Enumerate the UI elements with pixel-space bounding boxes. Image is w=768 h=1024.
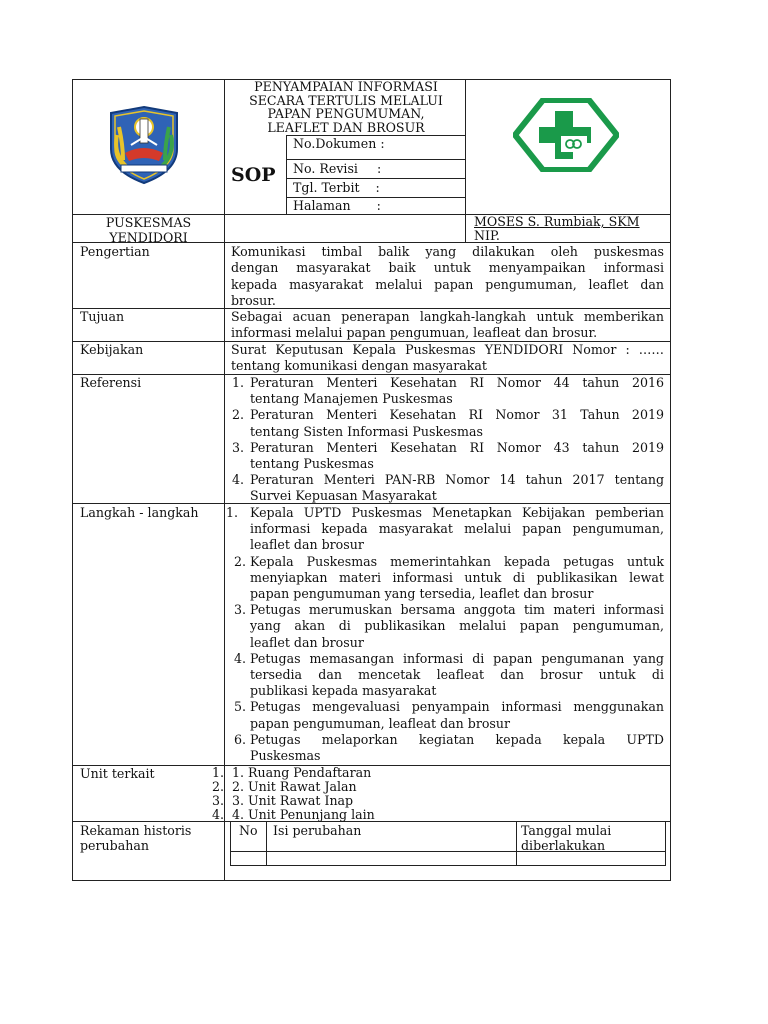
field-label-halaman: Halaman : — [293, 198, 381, 213]
unit-item: 1. Ruang Pendaftaran — [232, 765, 372, 780]
unit-terkait-left-numbers: 1. 2. 3. 4. — [211, 765, 224, 822]
tujuan-text: Sebagai acuan penerapan langkah-langkah untuk memberikan informasi melalui papan pengumuan, leafleat dan brosur. — [231, 309, 664, 341]
document-title: PENYAMPAIAN INFORMASI SECARA TERTULIS MELALUI PAPAN PENGUMUMAN, LEAFLET DAN BROSUR — [249, 79, 443, 135]
sop-label: SOP — [231, 164, 276, 186]
langkah-item: 4. Petugas memasangan informasi di papan pengumanan yang tersedia dan mencetak leafleat dan brosur untuk di publikasi kepada masyarakat — [234, 650, 664, 699]
langkah-item: 6. Petugas melaporkan kegiatan kepada kepala UPTD Puskesmas — [234, 731, 664, 764]
rekaman-header-isi: Isi perubahan — [273, 823, 362, 838]
puskesmas-logo — [513, 98, 619, 172]
langkah-item: 2. Kepala Puskesmas memerintahkan kepada petugas untuk menyiapkan materi informasi untuk di publikasikan lewat papan pengumuman yang tersedia, leaflet dan brosur — [234, 553, 664, 602]
rekaman-header-no: No — [239, 823, 258, 838]
langkah-item: 1. Kepala UPTD Puskesmas Menetapkan Kebijakan pemberian informasi kepada masyarakat melalui papan pengumuman, leaflet dan brosur — [226, 505, 664, 553]
field-label-no-revisi: No. Revisi : — [293, 161, 382, 176]
unit-item: 3. Unit Rawat Inap — [232, 793, 354, 808]
unit-terkait-label: Unit terkait — [80, 766, 155, 781]
org-name: PUSKESMAS YENDIDORI — [105, 215, 192, 245]
tujuan-label: Tujuan — [80, 309, 125, 324]
signer-name: MOSES S. Rumbiak, SKM NIP. — [474, 214, 640, 243]
referensi-item: 2. Peraturan Menteri Kesehatan RI Nomor 31 Tahun 2019 tentang Sisten Informasi Puskesmas — [232, 407, 664, 439]
unit-item: 2. Unit Rawat Jalan — [232, 779, 357, 794]
referensi-item: 4. Peraturan Menteri PAN-RB Nomor 14 tahun 2017 tentang Survei Kepuasan Masyarakat — [232, 472, 664, 504]
field-label-no-dokumen: No.Dokumen : — [293, 136, 385, 151]
referensi-list — [228, 375, 664, 505]
rekaman-header-tanggal: Tanggal mulai diberlakukan — [521, 823, 612, 853]
langkah-label: Langkah - langkah — [80, 505, 199, 520]
field-label-tgl-terbit: Tgl. Terbit : — [293, 180, 380, 195]
unit-item: 4. Unit Penunjang lain — [232, 807, 375, 822]
kebijakan-label: Kebijakan — [80, 342, 144, 357]
langkah-list — [226, 505, 664, 764]
langkah-item: 3. Petugas merumuskan bersama anggota tim materi informasi yang akan di publikasikan melalui papan pengumuman, leaflet dan brosur — [234, 602, 664, 650]
kebijakan-text: Surat Keputusan Kepala Puskesmas YENDIDORI Nomor : …… tentang komunikasi dengan masyarakat — [231, 342, 664, 374]
pengertian-label: Pengertian — [80, 244, 150, 259]
unit-terkait-list — [232, 766, 375, 822]
referensi-label: Referensi — [80, 375, 142, 390]
regional-emblem — [103, 105, 185, 185]
pengertian-text: Komunikasi timbal balik yang dilakukan oleh puskesmas dengan masyarakat baik untuk menyampaikan informasi kepada masyarakat melalui papan pengumuman, leaflet dan brosur. — [231, 244, 664, 308]
referensi-item: 1. Peraturan Menteri Kesehatan RI Nomor 44 tahun 2016 tentang Manajemen Puskesmas — [232, 375, 664, 407]
rekaman-label: Rekaman historis perubahan — [80, 823, 192, 853]
langkah-item: 5. Petugas mengevaluasi penyampain informasi menggunakan papan pengumuman, leafleat dan brosur — [234, 699, 664, 731]
referensi-item: 3. Peraturan Menteri Kesehatan RI Nomor 43 tahun 2019 tentang Puskesmas — [232, 439, 664, 472]
